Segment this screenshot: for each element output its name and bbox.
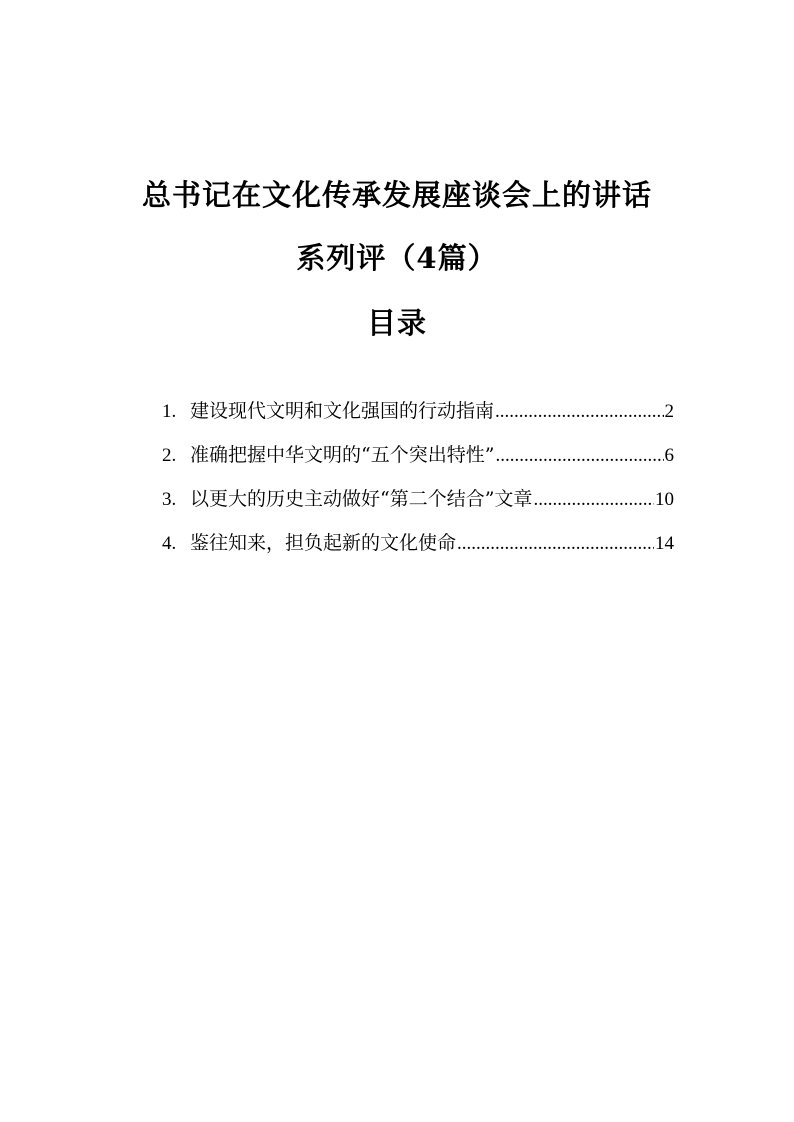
toc-entry-number: 4. xyxy=(162,533,177,554)
toc-entry-page: 14 xyxy=(655,533,674,554)
toc-dot-leader xyxy=(495,402,663,421)
toc-entry-title: 准确把握中华文明的“五个突出特性” xyxy=(190,444,495,466)
toc-entry-number: 3. xyxy=(162,489,177,510)
table-of-contents xyxy=(162,402,674,578)
toc-heading: 目录 xyxy=(366,306,427,340)
toc-entry-page: 2 xyxy=(664,401,674,422)
toc-entry[interactable] xyxy=(162,534,674,578)
toc-entry-page: 10 xyxy=(655,489,674,510)
toc-entry-number: 1. xyxy=(162,401,177,422)
toc-dot-leader xyxy=(533,490,654,509)
toc-entry[interactable] xyxy=(162,402,674,446)
toc-entry-title: 鉴往知来，担负起新的文化使命 xyxy=(190,532,457,554)
toc-entry-title: 以更大的历史主动做好“第二个结合”文章 xyxy=(190,488,533,510)
toc-entry[interactable] xyxy=(162,446,674,490)
toc-entry-number: 2. xyxy=(162,445,177,466)
document-title-line-2: 系列评（4篇） xyxy=(296,241,498,275)
toc-dot-leader xyxy=(495,446,663,465)
toc-entry-title: 建设现代文明和文化强国的行动指南 xyxy=(190,400,495,422)
document-title-line-1: 总书记在文化传承发展座谈会上的讲话 xyxy=(141,178,652,212)
toc-entry-page: 6 xyxy=(664,445,674,466)
toc-entry[interactable] xyxy=(162,490,674,534)
toc-dot-leader xyxy=(457,534,654,553)
